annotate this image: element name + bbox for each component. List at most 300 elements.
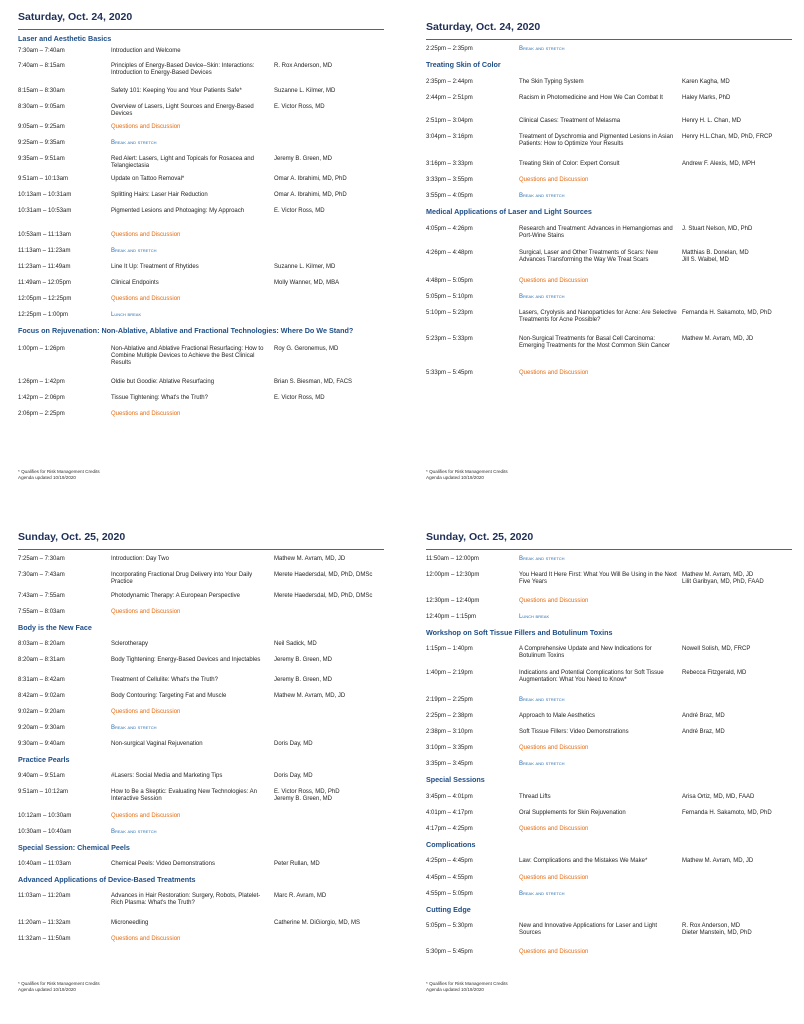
- footnote-saturday-2: [426, 469, 626, 480]
- session-speaker: Merete Haedersdal, MD, PhD, DMSc: [274, 572, 373, 578]
- session-speaker: Henry H. L. Chan, MD: [682, 118, 742, 124]
- session-time: 3:10pm – 3:35pm: [426, 745, 473, 751]
- agenda-row: [18, 811, 384, 827]
- session-speaker: E. Victor Ross, MD: [274, 208, 325, 214]
- agenda-row: [426, 334, 792, 368]
- agenda-row: [18, 655, 384, 675]
- session-speaker: André Braz, MD: [682, 713, 725, 719]
- agenda-row: [426, 292, 792, 308]
- session-speaker: J. Stuart Nelson, MD, PhD: [682, 226, 753, 232]
- agenda-row: [426, 668, 792, 695]
- session-speaker: Matthias B. Donelan, MD Jill S. Waibel, MD: [682, 250, 749, 264]
- session-title: Line It Up: Treatment of Rhytides: [111, 264, 199, 270]
- footnote-text: * Qualifies for Risk Management Credits: [426, 469, 508, 474]
- session-title: Introduction and Welcome: [111, 48, 181, 54]
- session-title: Law: Complications and the Mistakes We Make*: [519, 858, 648, 864]
- session-title: #Lasers: Social Media and Marketing Tips: [111, 773, 223, 779]
- session-title: Thread Lifts: [519, 794, 551, 800]
- session-title: Questions and Discussion: [519, 278, 589, 284]
- agenda-row: [426, 947, 792, 963]
- session-speaker: Doris Day, MD: [274, 741, 313, 747]
- session-title: Questions and Discussion: [111, 936, 181, 942]
- session-title: Soft Tissue Fillers: Video Demonstrations: [519, 729, 629, 735]
- agenda-row: [426, 77, 792, 93]
- session-title: Advances in Hair Restoration: Surgery, Robots, Platelet-Rich Plasma: What's the Truth?: [111, 893, 261, 907]
- session-title: Break and stretch: [519, 193, 565, 199]
- session-title: Sclerotherapy: [111, 641, 149, 647]
- title-rule: [18, 549, 384, 550]
- session-time: 11:13am – 11:23am: [18, 248, 71, 254]
- session-title: Safety 101: Keeping You and Your Patients Safe*: [111, 88, 242, 94]
- session-title: Principles of Energy-Based Device–Skin: Interactions: Introduction to Energy-Based Devices: [111, 63, 255, 77]
- session-time: 9:51am – 10:12am: [18, 789, 69, 795]
- session-title: Questions and Discussion: [519, 598, 589, 604]
- session-time: 8:30am – 9:05am: [18, 104, 65, 110]
- section-title: Advanced Applications of Device-Based Treatments: [18, 875, 196, 884]
- agenda-row: [18, 607, 384, 623]
- agenda-row: [18, 934, 384, 950]
- footnote-text: * Qualifies for Risk Management Credits: [18, 981, 100, 986]
- session-title: Surgical, Laser and Other Treatments of Scars: New Advances Transforming the Way We Treat Scars: [519, 250, 659, 264]
- section-title: Workshop on Soft Tissue Fillers and Botulinum Toxins: [426, 628, 613, 637]
- session-time: 10:12am – 10:30am: [18, 813, 72, 819]
- section-title: Focus on Rejuvenation: Non-Ablative, Ablative and Fractional Technologies: Where Do We Stand?: [18, 326, 354, 335]
- session-title: Tissue Tightening: What's the Truth?: [111, 395, 208, 401]
- updated-text: Agenda updated 10/19/2020: [426, 474, 484, 480]
- session-title: Lasers, Cryolysis and Nanoparticles for Acne: Are Selective Treatments for Acne Possible?: [519, 310, 677, 324]
- session-time: 7:43am – 7:55am: [18, 593, 65, 599]
- session-title: Treatment of Dyschromia and Pigmented Lesions in Asian Patients: How to Optimize Your Results: [519, 134, 674, 148]
- day-title: Sunday, Oct. 25, 2020: [426, 531, 534, 543]
- session-speaker: Brian S. Biesman, MD, FACS: [274, 379, 353, 385]
- session-time: 1:42pm – 2:06pm: [18, 395, 65, 401]
- agenda-row: [18, 154, 384, 174]
- section-header: [18, 875, 384, 891]
- session-speaker: Fernanda H. Sakamoto, MD, PhD: [682, 810, 772, 816]
- session-title: Questions and Discussion: [519, 370, 589, 376]
- session-time: 10:31am – 10:53am: [18, 208, 72, 214]
- section-title: Practice Pearls: [18, 755, 70, 764]
- session-time: 12:25pm – 1:00pm: [18, 312, 69, 318]
- agenda-row: [426, 873, 792, 889]
- session-time: 3:16pm – 3:33pm: [426, 161, 473, 167]
- agenda-row: [18, 918, 384, 934]
- agenda-row: [18, 554, 384, 570]
- agenda-row: [426, 644, 792, 668]
- session-title: Break and stretch: [111, 248, 157, 254]
- session-title: Break and stretch: [519, 697, 565, 703]
- updated-text: Agenda updated 10/19/2020: [426, 986, 484, 992]
- agenda-row: [18, 174, 384, 190]
- session-time: 5:05pm – 5:10pm: [426, 294, 473, 300]
- agenda-row: [426, 596, 792, 612]
- session-title: Lunch break: [111, 312, 142, 318]
- agenda-row: [18, 570, 384, 591]
- section-title: Medical Applications of Laser and Light Sources: [426, 207, 592, 216]
- session-title: Questions and Discussion: [111, 813, 181, 819]
- agenda-row: [18, 707, 384, 723]
- session-speaker: Arisa Ortiz, MD, MD, FAAD: [682, 794, 755, 800]
- session-time: 3:45pm – 4:01pm: [426, 794, 473, 800]
- session-time: 1:15pm – 1:40pm: [426, 646, 473, 652]
- session-speaker: Jeremy B. Green, MD: [274, 657, 333, 663]
- session-title: Overview of Lasers, Light Sources and Energy-Based Devices: [111, 104, 254, 118]
- session-title: Lunch break: [519, 614, 550, 620]
- agenda-page-saturday-1: [18, 10, 384, 425]
- session-title: Questions and Discussion: [519, 177, 589, 183]
- session-title: Red Alert: Lasers, Light and Topicals for Rosacea and Telangiectasia: [111, 156, 254, 170]
- footnote-sunday-1: [18, 981, 218, 992]
- title-rule: [426, 549, 792, 550]
- agenda-row: [426, 889, 792, 905]
- session-speaker: Suzanne L. Kilmer, MD: [274, 88, 336, 94]
- session-title: Oral Supplements for Skin Rejuvenation: [519, 810, 626, 816]
- session-speaker: Peter Rullan, MD: [274, 861, 320, 867]
- session-time: 11:32am – 11:50am: [18, 936, 71, 942]
- agenda-row: [18, 771, 384, 787]
- agenda-row: [426, 824, 792, 840]
- session-time: 9:30am – 9:40am: [18, 741, 65, 747]
- section-header: [18, 34, 384, 46]
- session-time: 2:38pm – 3:10pm: [426, 729, 473, 735]
- session-time: 4:45pm – 4:55pm: [426, 875, 473, 881]
- session-speaker: Jeremy B. Green, MD: [274, 677, 333, 683]
- agenda-row: [18, 138, 384, 154]
- agenda-row: [426, 191, 792, 207]
- session-title: How to Be a Skeptic: Evaluating New Technologies: An Interactive Session: [111, 789, 257, 803]
- session-time: 8:42am – 9:02am: [18, 693, 65, 699]
- session-time: 7:30am – 7:43am: [18, 572, 65, 578]
- session-time: 4:25pm – 4:45pm: [426, 858, 473, 864]
- session-time: 3:33pm – 3:55pm: [426, 177, 473, 183]
- session-title: Questions and Discussion: [111, 232, 181, 238]
- session-title: A Comprehensive Update and New Indications for Botulinum Toxins: [519, 646, 652, 660]
- agenda-row: [18, 859, 384, 875]
- session-time: 7:25am – 7:30am: [18, 556, 65, 562]
- agenda-row: [18, 591, 384, 607]
- session-time: 10:53am – 11:13am: [18, 232, 71, 238]
- session-title: Treatment of Cellulite: What's the Truth?: [111, 677, 218, 683]
- session-time: 4:48pm – 5:05pm: [426, 278, 473, 284]
- session-time: 11:20am – 11:32am: [18, 920, 71, 926]
- section-title: Special Session: Chemical Peels: [18, 843, 130, 852]
- agenda-row: [18, 206, 384, 230]
- day-title: Saturday, Oct. 24, 2020: [426, 21, 541, 33]
- session-time: 9:35am – 9:51am: [18, 156, 65, 162]
- session-title: Break and stretch: [111, 725, 157, 731]
- agenda-row: [426, 570, 792, 596]
- section-title: Body is the New Face: [18, 623, 92, 632]
- session-speaker: Rebecca Fitzgerald, MD: [682, 670, 747, 676]
- session-time: 7:55am – 8:03am: [18, 609, 65, 615]
- session-title: Break and stretch: [519, 556, 565, 562]
- session-time: 4:17pm – 4:25pm: [426, 826, 473, 832]
- session-title: Questions and Discussion: [519, 826, 589, 832]
- session-title: Break and stretch: [519, 294, 565, 300]
- session-time: 2:51pm – 3:04pm: [426, 118, 473, 124]
- section-header: [18, 755, 384, 771]
- session-time: 5:23pm – 5:33pm: [426, 336, 473, 342]
- session-time: 8:15am – 8:30am: [18, 88, 65, 94]
- agenda-row: [18, 310, 384, 326]
- session-title: Clinical Endpoints: [111, 280, 159, 286]
- session-speaker: Mathew M. Avram, MD, JD: [274, 556, 346, 562]
- agenda-row: [426, 612, 792, 628]
- session-time: 7:40am – 8:15am: [18, 63, 65, 69]
- agenda-row: [426, 276, 792, 292]
- session-title: Microneedling: [111, 920, 149, 926]
- session-time: 10:30am – 10:40am: [18, 829, 72, 835]
- session-title: Treating Skin of Color: Expert Consult: [519, 161, 620, 167]
- session-title: Questions and Discussion: [519, 875, 589, 881]
- session-speaker: E. Victor Ross, MD: [274, 395, 325, 401]
- session-time: 3:04pm – 3:16pm: [426, 134, 473, 140]
- session-title: Clinical Cases: Treatment of Melasma: [519, 118, 621, 124]
- footnote-sunday-2: [426, 981, 626, 992]
- section-header: [426, 207, 792, 224]
- session-speaker: Andrew F. Alexis, MD, MPH: [682, 161, 756, 167]
- session-title: You Heard It Here First: What You Will Be Using in the Next Five Years: [519, 572, 677, 586]
- session-speaker: Doris Day, MD: [274, 773, 313, 779]
- agenda-row: [426, 759, 792, 775]
- session-time: 2:19pm – 2:25pm: [426, 697, 473, 703]
- agenda-row: [426, 921, 792, 947]
- session-time: 11:03am – 11:20am: [18, 893, 71, 899]
- session-time: 9:51am – 10:13am: [18, 176, 69, 182]
- agenda-row: [426, 224, 792, 248]
- agenda-row: [18, 246, 384, 262]
- session-time: 10:13am – 10:31am: [18, 192, 72, 198]
- session-title: Break and stretch: [111, 829, 157, 835]
- session-title: Questions and Discussion: [111, 709, 181, 715]
- session-time: 9:05am – 9:25am: [18, 124, 65, 130]
- agenda-row: [18, 891, 384, 918]
- session-time: 5:10pm – 5:23pm: [426, 310, 473, 316]
- session-title: Chemical Peels: Video Demonstrations: [111, 861, 215, 867]
- session-speaker: Molly Wanner, MD, MBA: [274, 280, 340, 286]
- session-title: Oldie but Goodie: Ablative Resurfacing: [111, 379, 215, 385]
- session-speaker: Mathew M. Avram, MD, JD: [682, 336, 754, 342]
- session-title: Questions and Discussion: [111, 411, 181, 417]
- session-title: Non-Ablative and Ablative Fractional Resurfacing: How to Combine Multiple Devices to Achieve the Best Clinical Results: [111, 346, 264, 367]
- session-title: Approach to Male Aesthetics: [519, 713, 596, 719]
- session-speaker: R. Rox Anderson, MD Dieter Manstein, MD, PhD: [682, 923, 752, 937]
- session-speaker: Roy G. Geronemus, MD: [274, 346, 339, 352]
- session-time: 9:20am – 9:30am: [18, 725, 65, 731]
- agenda-row: [18, 827, 384, 843]
- session-time: 11:49am – 12:05pm: [18, 280, 71, 286]
- section-header: [18, 326, 384, 344]
- footnote-text: * Qualifies for Risk Management Credits: [18, 469, 100, 474]
- session-time: 12:30pm – 12:40pm: [426, 598, 480, 604]
- agenda-row: [426, 308, 792, 334]
- session-time: 5:05pm – 5:30pm: [426, 923, 473, 929]
- section-header: [18, 843, 384, 859]
- session-title: Questions and Discussion: [111, 609, 181, 615]
- session-time: 9:02am – 9:20am: [18, 709, 65, 715]
- session-time: 5:33pm – 5:45pm: [426, 370, 473, 376]
- session-time: 4:05pm – 4:26pm: [426, 226, 473, 232]
- session-time: 12:05pm – 12:25pm: [18, 296, 72, 302]
- agenda-row: [18, 723, 384, 739]
- session-time: 5:30pm – 5:45pm: [426, 949, 473, 955]
- title-rule: [18, 29, 384, 30]
- session-time: 1:40pm – 2:19pm: [426, 670, 473, 676]
- agenda-row: [426, 743, 792, 759]
- agenda-page-sunday-2: [426, 530, 792, 963]
- footnote-saturday-1: [18, 469, 218, 480]
- session-time: 4:26pm – 4:48pm: [426, 250, 473, 256]
- agenda-row: [426, 727, 792, 743]
- session-time: 2:35pm – 2:44pm: [426, 79, 473, 85]
- session-time: 1:26pm – 1:42pm: [18, 379, 65, 385]
- agenda-row: [426, 368, 792, 384]
- session-time: 12:40pm – 1:15pm: [426, 614, 477, 620]
- section-header: [426, 905, 792, 921]
- session-time: 11:23am – 11:49am: [18, 264, 71, 270]
- session-time: 2:25pm – 2:38pm: [426, 713, 473, 719]
- agenda-row: [426, 248, 792, 276]
- session-speaker: Karen Kagha, MD: [682, 79, 730, 85]
- session-title: Questions and Discussion: [111, 124, 181, 130]
- agenda-row: [426, 159, 792, 175]
- session-time: 8:31am – 8:42am: [18, 677, 65, 683]
- session-title: Break and stretch: [519, 761, 565, 767]
- session-title: New and Innovative Applications for Laser and Light Sources: [519, 923, 658, 937]
- section-title: Treating Skin of Color: [426, 60, 501, 69]
- agenda-row: [426, 711, 792, 727]
- session-speaker: Mathew M. Avram, MD, JD: [682, 858, 754, 864]
- updated-text: Agenda updated 10/19/2020: [18, 474, 76, 480]
- session-title: Break and stretch: [111, 140, 157, 146]
- session-time: 2:25pm – 2:35pm: [426, 46, 473, 52]
- session-speaker: R. Rox Anderson, MD: [274, 63, 333, 69]
- session-speaker: André Braz, MD: [682, 729, 725, 735]
- agenda-row: [426, 808, 792, 824]
- agenda-row: [426, 554, 792, 570]
- session-title: Questions and Discussion: [519, 745, 589, 751]
- session-speaker: Omar A. Ibrahimi, MD, PhD: [274, 192, 347, 198]
- session-speaker: E. Victor Ross, MD, PhD Jeremy B. Green, MD: [274, 789, 340, 803]
- session-title: Non-Surgical Treatments for Basal Cell Carcinoma: Emerging Treatments for the Most Common Skin Cancer: [519, 336, 671, 350]
- session-speaker: Nowell Solish, MD, FRCP: [682, 646, 751, 652]
- agenda-row: [426, 695, 792, 711]
- agenda-row: [18, 344, 384, 377]
- agenda-row: [18, 377, 384, 393]
- session-title: Break and stretch: [519, 46, 565, 52]
- agenda-row: [18, 787, 384, 811]
- session-title: Update on Tattoo Removal*: [111, 176, 185, 182]
- agenda-row: [426, 792, 792, 808]
- session-time: 9:40am – 9:51am: [18, 773, 65, 779]
- agenda-row: [18, 691, 384, 707]
- agenda-row: [18, 262, 384, 278]
- session-title: Splitting Hairs: Laser Hair Reduction: [111, 192, 208, 198]
- agenda-row: [426, 116, 792, 132]
- section-title: Special Sessions: [426, 775, 485, 784]
- session-title: Body Tightening: Energy-Based Devices and Injectables: [111, 657, 261, 663]
- session-speaker: Mathew M. Avram, MD, JD: [274, 693, 346, 699]
- section-header: [426, 60, 792, 77]
- agenda-row: [18, 86, 384, 102]
- session-title: Introduction: Day Two: [111, 556, 169, 562]
- session-title: Indications and Potential Complications for Soft Tissue Augmentation: What You Need to Know*: [519, 670, 664, 684]
- section-header: [426, 628, 792, 644]
- session-time: 12:00pm – 12:30pm: [426, 572, 480, 578]
- session-speaker: Mathew M. Avram, MD, JD Lilit Garibyan, MD, PhD, FAAD: [682, 572, 764, 586]
- section-title: Laser and Aesthetic Basics: [18, 34, 112, 43]
- session-title: Questions and Discussion: [519, 949, 589, 955]
- session-title: Break and stretch: [519, 891, 565, 897]
- section-header: [18, 623, 384, 639]
- session-speaker: Merete Haedersdal, MD, PhD, DMSc: [274, 593, 373, 599]
- session-speaker: Haley Marks, PhD: [682, 95, 731, 101]
- session-title: Incorporating Fractional Drug Delivery into Your Daily Practice: [111, 572, 253, 586]
- session-title: Photodynamic Therapy: A European Perspective: [111, 593, 240, 599]
- session-speaker: Fernanda H. Sakamoto, MD, PhD: [682, 310, 772, 316]
- agenda-row: [18, 409, 384, 425]
- session-time: 2:44pm – 2:51pm: [426, 95, 473, 101]
- updated-text: Agenda updated 10/19/2020: [18, 986, 76, 992]
- session-time: 8:20am – 8:31am: [18, 657, 65, 663]
- session-title: Pigmented Lesions and Photoaging: My Approach: [111, 208, 245, 214]
- session-speaker: Henry H.L.Chan, MD, PhD, FRCP: [682, 134, 773, 140]
- session-speaker: Suzanne L. Kilmer, MD: [274, 264, 336, 270]
- agenda-row: [426, 44, 792, 60]
- session-time: 8:03am – 8:20am: [18, 641, 65, 647]
- session-title: Questions and Discussion: [111, 296, 181, 302]
- agenda-page-saturday-2: [426, 20, 792, 384]
- session-time: 2:06pm – 2:25pm: [18, 411, 65, 417]
- session-speaker: Jeremy B. Green, MD: [274, 156, 333, 162]
- agenda-row: [18, 639, 384, 655]
- section-header: [426, 775, 792, 792]
- section-title: Complications: [426, 840, 476, 849]
- session-speaker: Omar A. Ibrahimi, MD, PhD: [274, 176, 347, 182]
- session-speaker: E. Victor Ross, MD: [274, 104, 325, 110]
- session-title: Racism in Photomedicine and How We Can Combat It: [519, 95, 663, 101]
- agenda-row: [18, 278, 384, 294]
- agenda-page-sunday-1: [18, 530, 384, 950]
- agenda-row: [18, 190, 384, 206]
- session-title: The Skin Typing System: [519, 79, 584, 85]
- session-time: 1:00pm – 1:26pm: [18, 346, 65, 352]
- day-title: Sunday, Oct. 25, 2020: [18, 531, 126, 543]
- session-time: 4:55pm – 5:05pm: [426, 891, 473, 897]
- session-time: 3:55pm – 4:05pm: [426, 193, 473, 199]
- session-time: 10:40am – 11:03am: [18, 861, 71, 867]
- agenda-row: [18, 122, 384, 138]
- footnote-text: * Qualifies for Risk Management Credits: [426, 981, 508, 986]
- session-time: 7:30am – 7:40am: [18, 48, 65, 54]
- session-time: 11:50am – 12:00pm: [426, 556, 479, 562]
- agenda-row: [426, 132, 792, 159]
- session-speaker: Marc R. Avram, MD: [274, 893, 327, 899]
- agenda-row: [18, 739, 384, 755]
- agenda-row: [18, 294, 384, 310]
- session-speaker: Neil Sadick, MD: [274, 641, 317, 647]
- session-title: Research and Treatment: Advances in Hemangiomas and Port-Wine Stains: [519, 226, 673, 240]
- session-time: 3:35pm – 3:45pm: [426, 761, 473, 767]
- agenda-row: [18, 46, 384, 61]
- section-title: Cutting Edge: [426, 905, 471, 914]
- agenda-row: [426, 93, 792, 116]
- agenda-row: [18, 230, 384, 246]
- agenda-row: [426, 856, 792, 873]
- session-time: 4:01pm – 4:17pm: [426, 810, 473, 816]
- section-header: [426, 840, 792, 856]
- session-title: Body Contouring: Targeting Fat and Muscle: [111, 693, 227, 699]
